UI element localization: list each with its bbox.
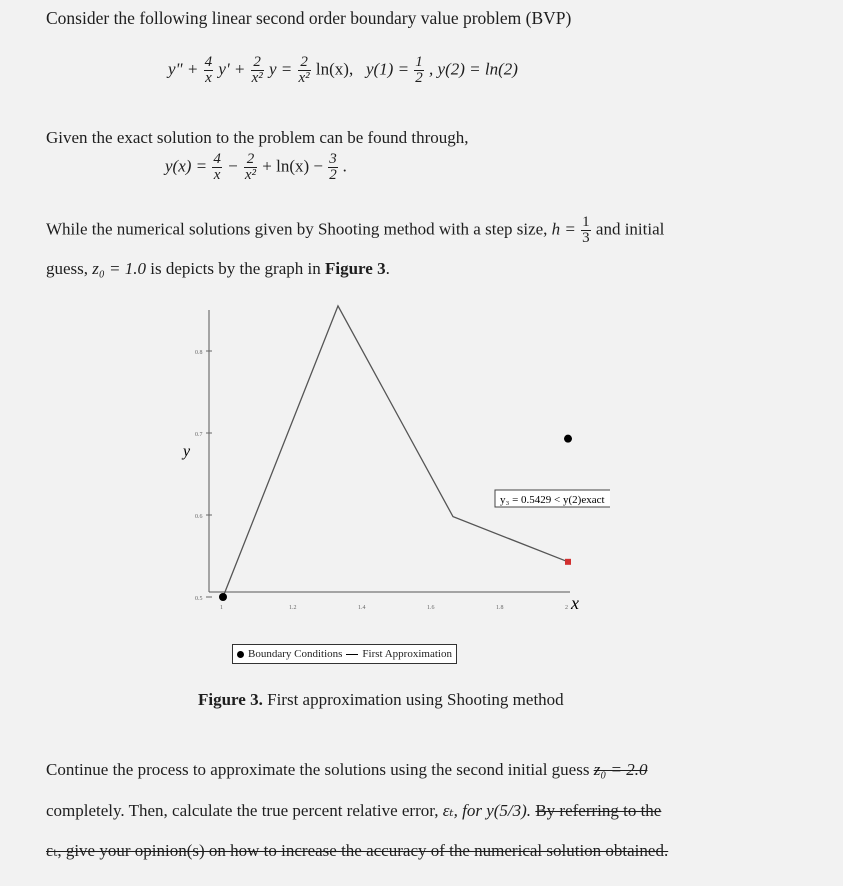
y-tick-label: 0.8 (195, 350, 203, 356)
exact-solution-equation: y(x) = $\frac{4}{x}$ − $\frac{2}{\text{x²}}$ + ln(x) − $\frac{3}{2}$ . (165, 151, 348, 183)
x-tick-label: 2 (565, 605, 568, 611)
y-tick-label: 0.6 (195, 514, 203, 520)
legend-first-approximation: First Approximation (362, 648, 452, 660)
task-line3: εₜ, give your opinion(s) on how to increase the accuracy of the numerical solution obtained. (46, 841, 669, 860)
legend-boundary-conditions: Boundary Conditions (248, 648, 343, 660)
x-tick-label: 1 (220, 605, 223, 611)
legend-dot-icon (237, 651, 244, 658)
annotation-text: y₃ = 0.5429 < y(2)exact (500, 494, 605, 506)
exact-intro-text: Given the exact solution to the problem can be found through, (46, 128, 469, 147)
first-approximation-line (223, 306, 568, 597)
task-line1: Continue the process to approximate the solutions using the second initial guess z₀ = 2.0 (46, 760, 648, 779)
task-line2: completely. Then, calculate the true percent relative error, εₜ, for y(5/3). By referring to the (46, 801, 662, 820)
x-tick-label: 1.4 (358, 605, 366, 611)
x-tick-label: 1.6 (427, 605, 435, 611)
x-tick-label: 1.8 (496, 605, 504, 611)
x-axis-label: x (571, 593, 579, 613)
numerical-text-line2: guess, z₀ = 1.0 is depicts by the graph in Figure 3. (46, 259, 390, 278)
chart-legend (232, 644, 457, 664)
boundary-condition-start-point (219, 593, 227, 601)
approximation-end-marker (565, 559, 571, 565)
boundary-condition-end-point (564, 435, 572, 443)
figure-caption: Figure 3. First approximation using Shooting method (198, 690, 564, 709)
x-tick-label: 1.2 (289, 605, 297, 611)
y-tick-label: 0.5 (195, 596, 203, 602)
intro-text: Consider the following linear second order boundary value problem (BVP) (46, 8, 572, 28)
numerical-text-line1: While the numerical solutions given by Shooting method with a step size, h = $\frac{1}{3}$ and initial (46, 214, 665, 246)
y-axis-label: y (183, 443, 191, 460)
legend-line-icon (346, 654, 358, 655)
shooting-method-chart (170, 290, 610, 625)
bvp-equation: y" + $\frac{4}{x}$ y' + $\frac{2}{\text{x²}}$ y = $\frac{2}{\text{x²}}$ ln(x), y(1) = $\frac{1}{2}$ , y(2) = ln(2) (168, 54, 518, 86)
y-tick-label: 0.7 (195, 432, 203, 438)
